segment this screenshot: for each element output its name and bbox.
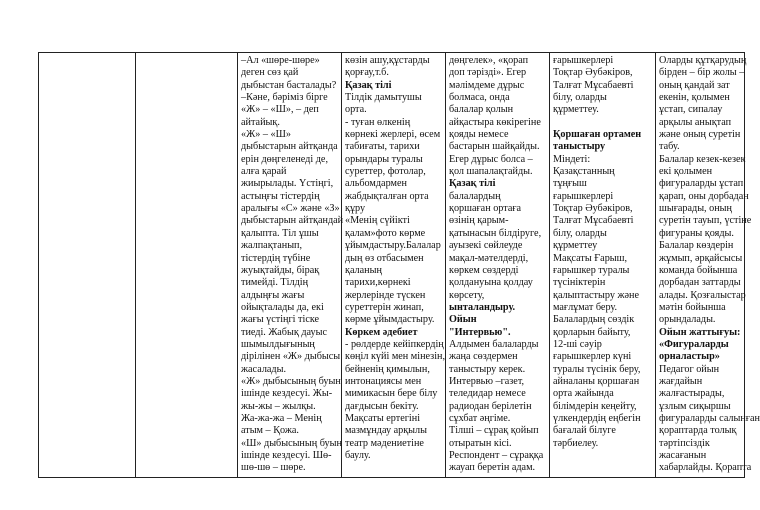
cell-text-line: үлкендердің еңбегін xyxy=(553,412,641,424)
cell-text-line: Қоршаған ортамен xyxy=(553,129,642,141)
plan-table-container xyxy=(38,52,760,474)
cell-text-line: табиғаты, тарихи xyxy=(345,141,420,153)
cell-text-line: мағлұмат беру. xyxy=(553,301,618,313)
cell-text-line: қорғау,т.б. xyxy=(345,67,389,79)
cell-text-line: қол шапалақтайды. xyxy=(449,166,533,178)
cell-text-line: дыбыстарын айтқандай xyxy=(241,215,344,227)
cell-text-line: бірден – бір жолы – xyxy=(659,67,745,79)
cell-text-line: Тоқтар Әубәкіров, xyxy=(553,203,633,215)
cell-text-line: ойықталады да, екі xyxy=(241,301,324,313)
cell-text-line: білу, оларды xyxy=(553,227,607,239)
cell-text-line: алдыңғы жағы xyxy=(241,289,305,301)
cell-text-line: жуықтайды, бірақ xyxy=(241,264,320,276)
cell-text-line: екенін, қолымен xyxy=(659,92,730,104)
cell-text-line: ауызекі сөйлеуде xyxy=(449,240,523,252)
cell-text-line: тиеді. Жабық дауыс xyxy=(241,326,327,338)
cell-text-line: орындары туралы xyxy=(345,153,423,165)
cell-text-line: Педагог ойын xyxy=(659,363,720,375)
cell-text-line: дыбыстарын айтқанда xyxy=(241,141,338,153)
cell-text-line: жауап беретін адам. xyxy=(449,462,536,474)
cell-text-line: радиодан берілетін xyxy=(449,400,532,412)
cell-text-line: дөңгелек», «қорап xyxy=(449,55,529,66)
cell-text-line: - рөлдерде кейіпкердің xyxy=(345,338,444,350)
cell-text-line: Жа-жа-жа – Менің xyxy=(241,412,322,424)
cell-text-line: - туған өлкенің xyxy=(345,116,411,128)
cell-text-line: Тілдік дамытушы xyxy=(345,92,422,104)
cell-text-line: қарап, оны дорбадан xyxy=(659,190,749,202)
cell-text-line: «Менің сүйікті xyxy=(345,215,410,227)
cell-text-line: Алдымен балаларды xyxy=(449,338,539,350)
cell-text-line: көрнекі жерлері, өсем xyxy=(345,129,441,141)
cell-text-line: "Интервью". xyxy=(449,326,511,338)
cell-text-line: –Ал «шөре-шөре» xyxy=(241,55,320,66)
cell-text-line: қаланың xyxy=(345,264,382,276)
cell-text-line: жалғастырады, xyxy=(659,388,725,400)
cell-text-line: альбомдармен xyxy=(345,178,407,190)
cell-text-line: дағдысын бекіту. xyxy=(345,400,419,412)
cell-text-line: орындалады. xyxy=(659,314,716,326)
cell-text-line: –Кәне, бәріміз бірге xyxy=(241,92,328,104)
cell-text-line: балалардың xyxy=(449,190,501,202)
cell-text-line: Қазақ тілі xyxy=(345,79,392,91)
cell-text-line: Ойын xyxy=(449,314,477,326)
cell-text-line: дың өз отбасымен xyxy=(345,252,424,264)
cell-text-line: мазмұндау арқылы xyxy=(345,425,427,437)
table-cell-col-4 xyxy=(446,53,550,478)
cell-text-line: Егер дұрыс болса – xyxy=(449,153,533,165)
cell-text-line: қорларын байыту, xyxy=(553,326,631,338)
cell-text-line: тұңғыш xyxy=(553,178,587,190)
cell-text-line: жұмып, әрқайсысы xyxy=(659,252,743,264)
cell-text-line: фигураларды салынған xyxy=(659,412,760,424)
cell-text-line: дыбыстан басталады? xyxy=(241,79,337,91)
cell-text-line: таныстыру керек. xyxy=(449,363,526,375)
cell-text-line: білімдерін кеңейту, xyxy=(553,400,637,412)
cell-text-line: жасалады. xyxy=(241,363,286,375)
cell-text-line: Ойын жаттығуы: xyxy=(659,326,741,338)
cell-text-line: аралығы «С» және «З» xyxy=(241,203,340,215)
cell-text-line: жаңа сөздермен xyxy=(449,351,518,363)
cell-text-line: болмаса, онда xyxy=(449,92,510,104)
cell-text-line: ұзлым сиқыршы xyxy=(659,400,731,412)
cell-text-line: жиырылады. Үстіңгі, xyxy=(241,178,334,190)
cell-text-line: Қазақстанның xyxy=(553,166,615,178)
cell-text-line: ғарышкер туралы xyxy=(553,264,630,276)
cell-text-line: хабарлайды. Қорапта xyxy=(659,462,752,474)
cell-text-line: құрметтеу. xyxy=(553,104,599,116)
cell-text-line: деген сөз қай xyxy=(241,67,299,79)
cell-text-line: ұйымдастыру.Балалар xyxy=(345,240,441,252)
cell-text-line: алға қарай xyxy=(241,166,287,178)
cell-text-line: мақал-мәтелдерді, xyxy=(449,252,529,264)
cell-text-line: Интервью –газет, xyxy=(449,375,525,387)
cell-text-line: көрсету, xyxy=(449,289,485,301)
cell-text-line xyxy=(553,117,652,129)
cell-text-line: жағдайын xyxy=(659,375,703,387)
cell-text-line: Балалар көздерін xyxy=(659,240,734,252)
cell-text-line: мәтін бойынша xyxy=(659,301,726,313)
cell-text-line: Тоқтар Әубәкіров, xyxy=(553,67,633,79)
cell-text-line: туралы түсінік беру, xyxy=(553,363,641,375)
cell-text-line: қатынасын білдіруге, xyxy=(449,227,542,239)
cell-text-line: жасағанын xyxy=(659,450,707,461)
cell-text-line: көзін ашу,құстарды xyxy=(345,55,430,66)
cell-text-line: тимейді. Тілдің xyxy=(241,277,309,289)
cell-text-line: суреттер, фотолар, xyxy=(345,166,426,178)
cell-text-line: сұхбат әңгіме. xyxy=(449,412,511,424)
cell-text-line: шымылдығының xyxy=(241,338,315,350)
cell-text-line: табу. xyxy=(659,141,680,153)
cell-text-line: астыңғы тістердің xyxy=(241,190,320,202)
table-cell-col-1 xyxy=(136,53,238,478)
cell-text-line: шө-шө – шөре. xyxy=(241,462,306,474)
cell-text-line: орналастыр» xyxy=(659,351,720,363)
cell-text-line: айтайық. xyxy=(241,116,280,128)
cell-text-line: алады. Қозғалыстар xyxy=(659,289,746,301)
cell-text-line: көңіл күйі мен мінезін, xyxy=(345,351,446,363)
table-cell-col-5 xyxy=(550,53,656,478)
cell-text-line: Тілші – сұрақ қойып xyxy=(449,425,539,437)
cell-text-line: жалпақтанып, xyxy=(241,240,303,252)
cell-text-line: көркем сөздерді xyxy=(449,264,519,276)
cell-text-line: «Ж» дыбысының буын xyxy=(241,375,341,387)
cell-text-line: ынталандыру. xyxy=(449,301,516,313)
cell-text-line: теледидар немесе xyxy=(449,388,526,400)
cell-text-line: бейненің қимылын, xyxy=(345,363,430,375)
cell-text-line: ішінде кездесуі. Жы- xyxy=(241,388,333,400)
cell-text-line: жағы үстіңгі тіске xyxy=(241,314,320,326)
cell-text-line: білу, оларды xyxy=(553,92,607,104)
cell-text-line: құрметтеу xyxy=(553,240,598,252)
cell-text-line: қоршаған ортаға xyxy=(449,203,522,215)
cell-text-line: балалар қолын xyxy=(449,104,514,116)
cell-text-line: ғарышкерлері xyxy=(553,190,614,202)
cell-text-line: 12-ші сәуір xyxy=(553,338,602,350)
cell-text-line: оның қандай зат xyxy=(659,79,730,91)
cell-text-line: Қазақ тілі xyxy=(449,178,496,190)
cell-text-line: қалам»фото көрме xyxy=(345,227,426,239)
cell-text-line: өзінің қарым- xyxy=(449,215,509,227)
cell-text-line: тістердің түбіне xyxy=(241,252,311,264)
cell-text-line: тәрбиелеу. xyxy=(553,437,599,449)
cell-text-line: отыратын кісі. xyxy=(449,437,512,449)
cell-text-line: тәртіпсіздік xyxy=(659,437,710,449)
cell-text-line: жабдықталған орта xyxy=(345,190,429,202)
table-row xyxy=(39,53,745,478)
cell-text-line: арқылы анықтап xyxy=(659,116,732,128)
cell-text-line: жы-жы – жылқы. xyxy=(241,400,316,412)
cell-text-line: Мақсаты ертегіні xyxy=(345,412,421,424)
cell-text-line: таныстыру xyxy=(553,141,606,153)
cell-text-line: орта жайында xyxy=(553,388,614,400)
cell-text-line: баулу. xyxy=(345,450,371,461)
cell-text-line: Талғат Мұсабаевті xyxy=(553,79,634,91)
cell-text-line: түсініктерін xyxy=(553,277,606,289)
cell-text-line: көрме ұйымдастыру. xyxy=(345,314,435,326)
cell-text-line: интонациясы мен xyxy=(345,375,422,387)
cell-text-line: және оның суретін xyxy=(659,129,741,141)
cell-text-line: суретін тауып, үстіне xyxy=(659,215,752,227)
cell-text-line: екі қолымен xyxy=(659,166,713,178)
cell-text-line: бағалай білуге xyxy=(553,425,616,437)
cell-text-line: суреттерін жинап, xyxy=(345,301,424,313)
cell-text-line: атым – Қожа. xyxy=(241,425,299,437)
table-cell-col-3 xyxy=(342,53,446,478)
cell-text-line: айналаны қоршаған xyxy=(553,375,640,387)
cell-text-line: Мақсаты Ғарыш, xyxy=(553,252,628,264)
cell-text-line: Балалардың сөздік xyxy=(553,314,635,326)
cell-text-line: қалыптастыру және xyxy=(553,289,639,301)
cell-text-line: мимикасын бере білу xyxy=(345,388,438,400)
plan-table xyxy=(38,52,760,478)
cell-text-line: фигураны қояды. xyxy=(659,227,734,239)
cell-text-line: фигураларды ұстап xyxy=(659,178,744,190)
table-cell-col-6 xyxy=(656,53,760,478)
cell-text-line: Балалар кезек-кезек xyxy=(659,153,746,165)
table-cell-col-2 xyxy=(238,53,342,478)
cell-text-line: «Ж» – «Ш», – деп xyxy=(241,104,319,116)
cell-text-line: айқастыра көкірегіне xyxy=(449,116,541,128)
cell-text-line: мәлімдеме дұрыс xyxy=(449,79,525,91)
cell-text-line: ұстап, сипалау xyxy=(659,104,723,116)
cell-text-line: доп тәрізді». Егер xyxy=(449,67,527,79)
cell-text-line: ғарышкерлер күні xyxy=(553,351,632,363)
cell-text-line: қалыпта. Тіл ұшы xyxy=(241,227,319,239)
cell-text-line: Респондент – сұраққа xyxy=(449,450,544,461)
cell-text-line: тарихи,көрнекі xyxy=(345,277,411,289)
cell-text-line: қораптарда толық xyxy=(659,425,737,437)
cell-text-line: «Фигураларды xyxy=(659,338,729,350)
cell-text-line: құру xyxy=(345,203,366,215)
cell-text-line: дірілінен «Ж» дыбысы xyxy=(241,351,341,363)
table-cell-col-0 xyxy=(39,53,136,478)
cell-text-line: бастарын шайқайды. xyxy=(449,141,540,153)
cell-text-line: ішінде кездесуі. Шө- xyxy=(241,450,332,461)
cell-text-line: Міндеті: xyxy=(553,153,591,165)
cell-text-line: шығарады, оның xyxy=(659,203,732,215)
cell-text-line: дорбадан заттарды xyxy=(659,277,741,289)
cell-text-line: театр мәдениетіне xyxy=(345,437,424,449)
cell-text-line: қояды немесе xyxy=(449,129,509,141)
cell-text-line: Талғат Мұсабаевті xyxy=(553,215,634,227)
cell-text-line: ғарышкерлері xyxy=(553,55,614,66)
cell-text-line: қолдануына қолдау xyxy=(449,277,533,289)
cell-text-line: «Ж» – «Ш» xyxy=(241,129,291,141)
cell-text-line: Оларды құтқарудың xyxy=(659,55,747,66)
cell-text-line: орта. xyxy=(345,104,367,116)
cell-text-line: «Ш» дыбысының буын xyxy=(241,437,342,449)
cell-text-line: Көркем әдебиет xyxy=(345,326,418,338)
cell-text-line: ерін дөңгеленеді де, xyxy=(241,153,328,165)
cell-text-line: жерлерінде түскен xyxy=(345,289,426,301)
cell-text-line: команда бойынша xyxy=(659,264,738,276)
